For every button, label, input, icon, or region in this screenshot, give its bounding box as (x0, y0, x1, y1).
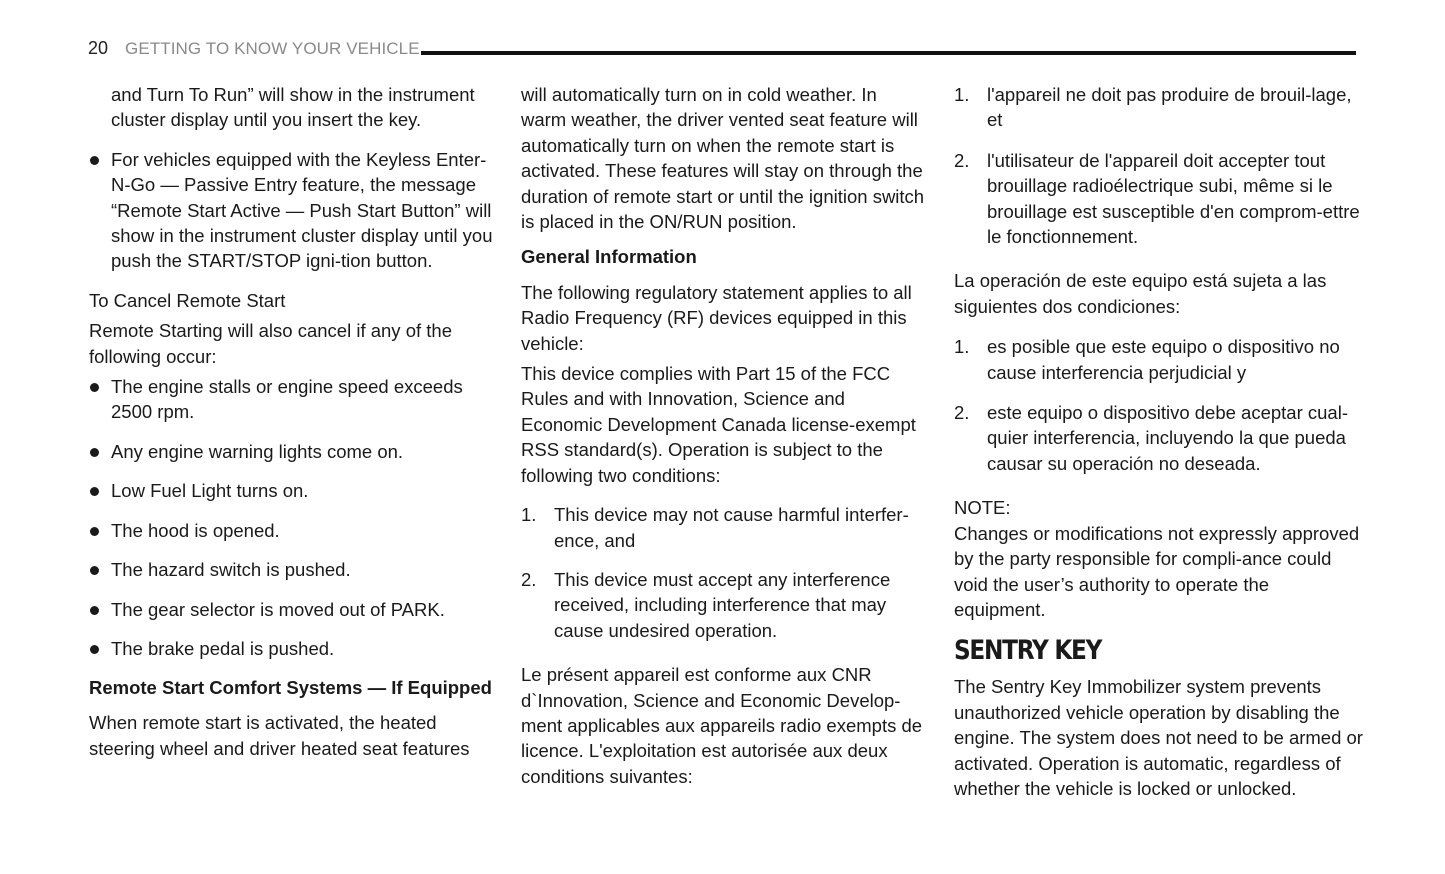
column-2 (521, 82, 926, 789)
fcc-statement: This device complies with Part 15 of the FCC Rules and with Innovation, Science and Economic Development Canada license-exempt RSS standard(s). Operation is subject to the following two conditions: (521, 363, 916, 486)
condition-number: 1. (954, 336, 970, 358)
column-3 (954, 82, 1364, 801)
bullet-keyless: For vehicles equipped with the Keyless Enter-N-Go — Passive Entry feature, the message “Remote Start Active — Push Start Button” will show in the instrument cluster display until you push the START/STOP igni-tion button. (89, 147, 499, 274)
continued-bullet-text: and Turn To Run” will show in the instrument cluster display until you insert the key. (111, 84, 475, 131)
sentry-key-heading: SENTRY KEY (954, 635, 1102, 667)
cancel-item: The brake pedal is pushed. (89, 636, 499, 661)
condition-text: es posible que este equipo o dispositivo no cause interferencia perjudicial y (987, 336, 1340, 383)
condition-text: este equipo o dispositivo debe aceptar cual-quier interferencia, incluyendo la que pueda causar su operación no deseada. (987, 402, 1348, 474)
fcc-condition (521, 502, 926, 553)
regulatory-statement: The following regulatory statement applies to all Radio Frequency (RF) devices equipped in this vehicle: (521, 281, 912, 354)
cancel-item: The gear selector is moved out of PARK. (89, 597, 499, 622)
section-title: GETTING TO KNOW YOUR VEHICLE (125, 39, 420, 58)
condition-number: 1. (521, 504, 537, 526)
spanish-condition (954, 334, 1364, 385)
column-1 (89, 82, 499, 761)
general-information-heading: General Information (521, 246, 697, 268)
condition-text: l'utilisateur de l'appareil doit accepter tout brouillage radioélectrique subi, même si le brouillage est susceptible d'en comprom-ettre le fonctionnement. (987, 149, 1360, 248)
cancel-item: The hood is opened. (89, 518, 499, 543)
cancel-item: Any engine warning lights come on. (89, 439, 499, 464)
french-condition (954, 82, 1364, 133)
spanish-condition (954, 400, 1364, 476)
condition-number: 2. (954, 149, 970, 171)
condition-text: This device may not cause harmful interfer-ence, and (554, 504, 909, 551)
cancel-item: The engine stalls or engine speed exceeds 2500 rpm. (89, 374, 499, 425)
condition-number: 1. (954, 84, 970, 105)
cancel-item: Low Fuel Light turns on. (89, 478, 499, 503)
note-text: Changes or modifications not expressly approved by the party responsible for compli-ance could void the user’s authority to operate the equipment. (954, 522, 1360, 620)
header-rule (421, 51, 1356, 55)
condition-number: 2. (521, 568, 537, 590)
comfort-systems-text: When remote start is activated, the heated steering wheel and driver heated seat features (89, 712, 470, 759)
condition-text: l'appareil ne doit pas produire de brouil-lage, et (987, 84, 1352, 131)
page-number: 20 (88, 38, 109, 58)
fcc-condition (521, 567, 926, 643)
sentry-key-text: The Sentry Key Immobilizer system prevents unauthorized vehicle operation by disabling the engine. The system does not need to be armed or activated. Operation is automatic, regardless of whether the vehicle is locked or unlocked. (954, 676, 1363, 799)
note-label: NOTE: (954, 497, 1011, 519)
spanish-intro: La operación de este equipo está sujeta a las siguientes dos condiciones: (954, 270, 1327, 317)
condition-number: 2. (954, 402, 970, 424)
condition-text: This device must accept any interference received, including interference that may cause undesired operation. (554, 568, 891, 641)
cancel-remote-start-heading: To Cancel Remote Start (89, 289, 286, 311)
cancel-intro: Remote Starting will also cancel if any of the following occur: (89, 320, 452, 367)
french-condition (954, 148, 1364, 250)
page-header (88, 38, 1356, 64)
french-statement: Le présent appareil est conforme aux CNR d`Innovation, Science and Economic Develop-ment applicables aux appareils radio exempts de licence. L'exploitation est autorisée aux deux conditions suivantes: (521, 664, 923, 787)
comfort-systems-heading: Remote Start Comfort Systems — If Equipped (89, 677, 492, 699)
cancel-item: The hazard switch is pushed. (89, 557, 499, 582)
comfort-continued-text: will automatically turn on in cold weather. In warm weather, the driver vented seat feature will automatically turn on when the remote start is activated. These features will stay on through the duration of remote start or until the ignition switch is placed in the ON/RUN position. (521, 84, 925, 233)
